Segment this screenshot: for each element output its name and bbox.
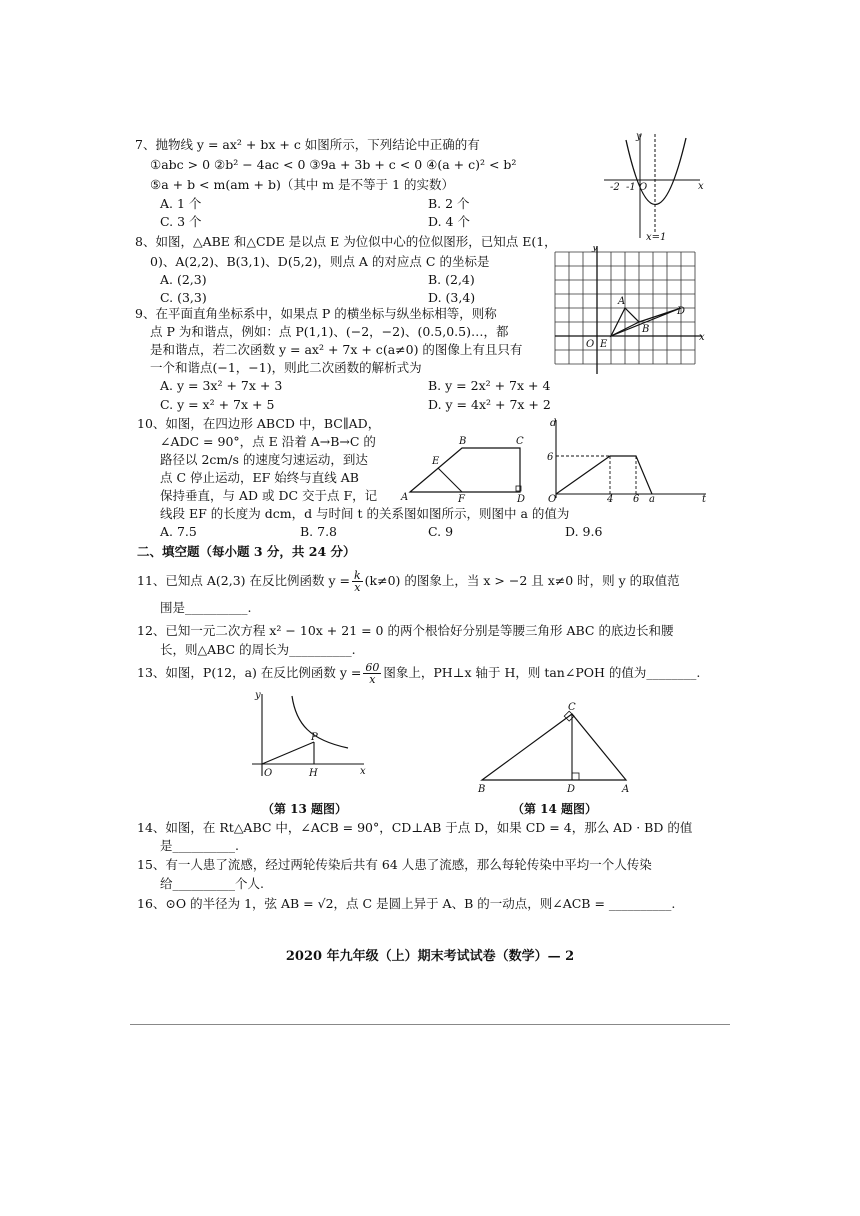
- q14-fig-b: B: [478, 784, 486, 795]
- q9-line1: 9、在平面直角坐标系中，如果点 P 的横坐标与纵坐标相等，则称: [135, 306, 497, 321]
- q10-graph-four: 4: [607, 494, 614, 504]
- q13-hyperbola: [292, 696, 348, 748]
- q11-line1-a: 11、已知点 A(2,3) 在反比例函数 y =: [137, 573, 350, 588]
- q7-fig-neg1: -1: [626, 182, 636, 193]
- q10-fig-a: A: [401, 492, 409, 503]
- q13-line1-a: 13、如图，P(12，a) 在反比例函数 y =: [137, 665, 362, 680]
- q8-line2: 0)、A(2,2)、B(3,1)、D(5,2)，则点 A 的对应点 C 的坐标是: [150, 254, 490, 269]
- q11-line1: [137, 570, 680, 593]
- q14-caption: （第 14 题图）: [512, 802, 598, 816]
- q7-option-d: D. 4 个: [428, 214, 470, 229]
- q10-option-c: C. 9: [428, 524, 454, 539]
- q10-option-a: A. 7.5: [160, 524, 197, 539]
- q8-fig-b: B: [642, 324, 650, 335]
- q8-option-d: D. (3,4): [428, 290, 476, 305]
- q10-line5: 保持垂直，与 AD 或 DC 交于点 F，记: [160, 488, 378, 503]
- q10-fig-e: E: [432, 456, 440, 467]
- q13-fig-h: H: [309, 768, 318, 779]
- q7-line3: ⑤a + b < m(am + b)（其中 m 是不等于 1 的实数）: [150, 177, 455, 192]
- q10-graph-t-label: t: [702, 494, 707, 504]
- q14-triangle-abc: [482, 714, 626, 780]
- q8-option-c: C. (3,3): [160, 290, 207, 305]
- q13-fraction-numerator: 60: [365, 661, 380, 674]
- q14-line2: 是__________.: [160, 838, 239, 853]
- q7-parabola-curve: [626, 138, 686, 205]
- q10-line2: ∠ADC = 90°，点 E 沿着 A→B→C 的: [160, 434, 376, 449]
- q13-fig-x: x: [360, 766, 366, 777]
- page-footer: 2020 年九年级（上）期末考试试卷（数学）— 2: [285, 949, 575, 964]
- q7-line2: ①abc > 0 ②b² − 4ac < 0 ③9a + 3b + c < 0 ④(a + c)² < b²: [150, 157, 517, 172]
- q7-option-b: B. 2 个: [428, 196, 470, 211]
- q10-graph-six: 6: [547, 452, 554, 463]
- q10-graph-origin: O: [548, 494, 557, 504]
- q8-fig-d: D: [677, 306, 686, 317]
- q15-line2: 给__________个人.: [160, 876, 264, 891]
- q9-line2: 点 P 为和谐点，例如：点 P(1,1)、(−2，−2)、(0.5,0.5)…，都: [150, 324, 509, 339]
- q13-fig-origin: O: [264, 768, 273, 779]
- q10-quad-abcd: [410, 448, 520, 492]
- q10-line3: 路径以 2cm/s 的速度匀速运动，到达: [160, 452, 368, 467]
- q9-option-b: B. y = 2x² + 7x + 4: [428, 378, 551, 393]
- q13-segment-op: [262, 742, 314, 764]
- q10-fig-d: D: [517, 494, 526, 504]
- q10-fig-c: C: [516, 436, 524, 447]
- q11-fraction-denominator: x: [354, 581, 361, 594]
- q10-graph-six-t: 6: [633, 494, 640, 504]
- q9-option-d: D. y = 4x² + 7x + 2: [428, 397, 551, 412]
- q9-option-c: C. y = x² + 7x + 5: [160, 397, 275, 412]
- q7-fig-neg2: -2: [610, 182, 620, 193]
- q8-option-b: B. (2,4): [428, 272, 475, 287]
- q10-line1: 10、如图，在四边形 ABCD 中，BC∥AD，: [137, 416, 381, 431]
- q13-fig-y: y: [255, 690, 261, 701]
- q7-fig-x-label: x: [698, 181, 704, 192]
- q8-line1: 8、如图，△ABE 和△CDE 是以点 E 为位似中心的位似图形，已知点 E(1，: [135, 234, 557, 249]
- q8-fig-y-label: y: [592, 246, 598, 253]
- q7-fig-axis-label: x=1: [646, 232, 667, 242]
- q14-fig-d: D: [567, 784, 576, 795]
- q13-figure: [248, 690, 370, 782]
- q14-fig-c: C: [568, 702, 576, 713]
- q12-line2: 长，则△ABC 的周长为__________.: [160, 642, 356, 657]
- q10-option-d: D. 9.6: [565, 524, 603, 539]
- q10-segment-ef: [438, 468, 462, 492]
- q10-graph-d-label: d: [550, 418, 557, 429]
- q11-line1-b: (k≠0) 的图象上，当 x > −2 且 x≠0 时，则 y 的取值范: [364, 573, 680, 588]
- q8-fig-origin: O: [586, 339, 595, 350]
- q8-grid-figure: [550, 246, 710, 378]
- q14-figure: [474, 700, 636, 796]
- q10-graph-line: [556, 456, 652, 494]
- q7-option-a: A. 1 个: [160, 196, 202, 211]
- q13-fraction-denominator: x: [369, 673, 376, 686]
- q9-line3: 是和谐点，若二次函数 y = ax² + 7x + c(a≠0) 的图像上有且只有: [150, 342, 523, 357]
- q15-line1: 15、有一人患了流感，经过两轮传染后共有 64 人患了流感，那么每轮传染中平均一个人传染: [137, 857, 652, 872]
- q13-caption: （第 13 题图）: [262, 802, 348, 816]
- q7-fig-origin: O: [639, 182, 648, 193]
- q10-distance-time-graph: [538, 416, 710, 504]
- q8-fig-e: E: [600, 339, 608, 350]
- q11-fraction: [352, 570, 363, 593]
- q10-graph-a: a: [649, 494, 655, 504]
- q7-fig-y-label: y: [636, 131, 642, 142]
- q10-fig-f: F: [458, 494, 465, 504]
- q11-line2: 围是__________.: [160, 600, 252, 615]
- q13-fraction: [363, 662, 381, 685]
- q14-fig-a: A: [622, 784, 630, 795]
- q9-option-a: A. y = 3x² + 7x + 3: [160, 378, 283, 393]
- bottom-rule: [130, 1024, 730, 1025]
- q7-option-c: C. 3 个: [160, 214, 202, 229]
- q10-line4: 点 C 停止运动，EF 始终与直线 AB: [160, 470, 359, 485]
- q13-line1: [137, 662, 700, 685]
- q7-parabola-figure: [600, 130, 710, 242]
- q7-line1: 7、抛物线 y = ax² + bx + c 如图所示，下列结论中正确的有: [135, 137, 480, 152]
- q13-line1-b: 图象上，PH⊥x 轴于 H，则 tan∠POH 的值为________.: [383, 665, 701, 680]
- q8-fig-a: A: [618, 296, 626, 307]
- section-2-heading: 二、填空题（每小题 3 分，共 24 分）: [137, 544, 356, 559]
- q8-fig-x-label: x: [699, 332, 705, 343]
- q10-quadrilateral-figure: [398, 432, 538, 504]
- q16-line1: 16、⊙O 的半径为 1，弦 AB = √2，点 C 是圆上异于 A、B 的一动点，则∠ACB = __________.: [137, 896, 676, 911]
- q13-fig-p: P: [311, 732, 318, 743]
- q10-option-b: B. 7.8: [300, 524, 338, 539]
- q14-right-angle-d: [572, 773, 579, 780]
- q9-line4: 一个和谐点(−1，−1)，则此二次函数的解析式为: [150, 360, 422, 375]
- q14-line1: 14、如图，在 Rt△ABC 中，∠ACB = 90°，CD⊥AB 于点 D，如果 CD = 4，那么 AD · BD 的值: [137, 820, 693, 835]
- q12-line1: 12、已知一元二次方程 x² − 10x + 21 = 0 的两个根恰好分别是等腰三角形 ABC 的底边长和腰: [137, 623, 674, 638]
- q10-fig-b: B: [459, 436, 467, 447]
- q10-line6: 线段 EF 的长度为 dcm，d 与时间 t 的关系图如图所示，则图中 a 的值为: [160, 506, 570, 521]
- q8-option-a: A. (2,3): [160, 272, 207, 287]
- q11-fraction-numerator: k: [354, 569, 361, 582]
